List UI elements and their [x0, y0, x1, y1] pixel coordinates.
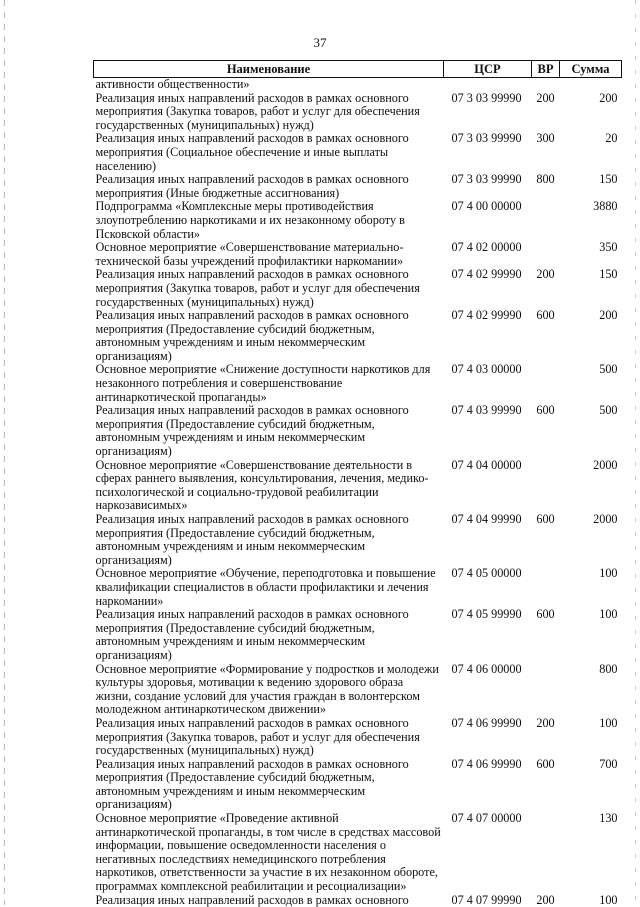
table-row [94, 459, 622, 513]
row-name-cell: Реализация иных направлений расходов в рамках основного мероприятия (Предоставление субсидий бюджетным, автономным учреждениям и иным некоммерческим организациям) [94, 608, 444, 662]
row-vr-cell [532, 363, 560, 404]
row-sum-cell: 150 [560, 173, 622, 200]
row-csr-cell: 07 4 04 99990 [444, 513, 532, 567]
table-row [94, 608, 622, 662]
row-sum-cell: 200 [560, 92, 622, 133]
row-sum-cell: 350 [560, 241, 622, 268]
row-name-cell: Реализация иных направлений расходов в рамках основного мероприятия (Закупка товаров, работ и услуг для обеспечения государственных (муниципальных) нужд) [94, 92, 444, 133]
row-vr-cell [532, 567, 560, 608]
table-row [94, 663, 622, 717]
row-vr-cell [532, 200, 560, 241]
row-name-cell: Реализация иных направлений расходов в рамках основного мероприятия (Предоставление субсидий бюджетным, автономным учреждениям и иным некоммерческим организациям) [94, 758, 444, 812]
row-vr-cell [532, 663, 560, 717]
table-row [94, 717, 622, 758]
row-name-cell: Реализация иных направлений расходов в рамках основного мероприятия (Предоставление субсидий бюджетным, автономным учреждениям и иным некоммерческим организациям) [94, 513, 444, 567]
row-name-cell: активности общественности» [94, 78, 444, 92]
table-row [94, 309, 622, 363]
row-csr-cell [444, 78, 532, 92]
row-vr-cell: 200 [532, 268, 560, 309]
row-name-cell: Подпрограмма «Комплексные меры противодействия злоупотреблению наркотиками и их незаконному обороту в Псковской области» [94, 200, 444, 241]
row-csr-cell: 07 4 06 99990 [444, 758, 532, 812]
row-csr-cell: 07 3 03 99990 [444, 92, 532, 133]
row-csr-cell: 07 4 02 99990 [444, 309, 532, 363]
row-name-cell: Основное мероприятие «Снижение доступности наркотиков для незаконного потребления и совершенствование антинаркотической пропаганды» [94, 363, 444, 404]
header-name: Наименование [94, 61, 444, 78]
row-csr-cell: 07 4 03 99990 [444, 404, 532, 458]
row-vr-cell: 300 [532, 132, 560, 173]
row-vr-cell: 200 [532, 92, 560, 133]
row-sum-cell [560, 78, 622, 92]
row-name-cell: Основное мероприятие «Проведение активной антинаркотической пропаганды, в том числе в средствах массовой информации, повышение осведомленности населения о негативных последствиях немедицинского потребления наркотиков, ответственности за участие в их незаконном обороте, программах комплексной реабилитации и ресоциализации» [94, 812, 444, 894]
scan-edge-right [635, 0, 636, 905]
row-sum-cell: 100 [560, 894, 622, 907]
row-csr-cell: 07 4 05 00000 [444, 567, 532, 608]
table-row [94, 567, 622, 608]
table-body [94, 78, 622, 907]
header-sum: Сумма [560, 61, 622, 78]
header-csr: ЦСР [444, 61, 532, 78]
table-row [94, 268, 622, 309]
row-csr-cell: 07 4 06 00000 [444, 663, 532, 717]
table-row [94, 812, 622, 894]
row-sum-cell: 100 [560, 717, 622, 758]
row-csr-cell: 07 4 07 99990 [444, 894, 532, 907]
row-name-cell: Реализация иных направлений расходов в рамках основного мероприятия (Социальное обеспечение и иные выплаты населению) [94, 132, 444, 173]
row-name-cell: Реализация иных направлений расходов в рамках основного мероприятия (Иные бюджетные ассигнования) [94, 173, 444, 200]
row-vr-cell: 200 [532, 717, 560, 758]
scan-edge-left [4, 0, 5, 905]
row-sum-cell: 800 [560, 663, 622, 717]
table-row [94, 404, 622, 458]
row-sum-cell: 200 [560, 309, 622, 363]
row-sum-cell: 100 [560, 567, 622, 608]
row-name-cell: Основное мероприятие «Формирование у подростков и молодежи культуры здоровья, мотивации к ведению здорового образа жизни, создание условий для участия граждан в волонтерском молодежном антинаркотическом движении» [94, 663, 444, 717]
row-sum-cell: 700 [560, 758, 622, 812]
table-row [94, 513, 622, 567]
row-vr-cell [532, 78, 560, 92]
table-header-row [94, 61, 622, 78]
row-name-cell: Реализация иных направлений расходов в рамках основного мероприятия (Закупка товаров, работ и услуг для обеспечения государственных (муниципальных) нужд) [94, 717, 444, 758]
table-row [94, 200, 622, 241]
row-name-cell: Реализация иных направлений расходов в рамках основного мероприятия (Закупка товаров, работ и услуг для обеспечения государственных (муниципальных) нужд) [94, 268, 444, 309]
row-vr-cell: 200 [532, 894, 560, 907]
table-row [94, 78, 622, 92]
row-name-cell: Реализация иных направлений расходов в рамках основного мероприятия (Предоставление субсидий бюджетным, автономным учреждениям и иным некоммерческим организациям) [94, 404, 444, 458]
row-csr-cell: 07 4 05 99990 [444, 608, 532, 662]
row-csr-cell: 07 3 03 99990 [444, 132, 532, 173]
budget-table [93, 60, 622, 907]
row-sum-cell: 2000 [560, 459, 622, 513]
row-sum-cell: 100 [560, 608, 622, 662]
row-sum-cell: 2000 [560, 513, 622, 567]
row-name-cell: Реализация иных направлений расходов в рамках основного [94, 894, 444, 907]
row-csr-cell: 07 4 04 00000 [444, 459, 532, 513]
row-sum-cell: 500 [560, 363, 622, 404]
row-vr-cell: 600 [532, 608, 560, 662]
page-number: 37 [0, 35, 640, 51]
row-csr-cell: 07 4 02 99990 [444, 268, 532, 309]
row-name-cell: Основное мероприятие «Обучение, переподготовка и повышение квалификации специалистов в области профилактики и лечения наркомании» [94, 567, 444, 608]
row-vr-cell: 600 [532, 758, 560, 812]
row-csr-cell: 07 4 07 00000 [444, 812, 532, 894]
row-sum-cell: 20 [560, 132, 622, 173]
table-row [94, 92, 622, 133]
row-csr-cell: 07 4 03 00000 [444, 363, 532, 404]
row-sum-cell: 150 [560, 268, 622, 309]
row-vr-cell [532, 241, 560, 268]
table-row [94, 132, 622, 173]
row-csr-cell: 07 4 02 00000 [444, 241, 532, 268]
row-sum-cell: 3880 [560, 200, 622, 241]
row-csr-cell: 07 3 03 99990 [444, 173, 532, 200]
table-row [94, 758, 622, 812]
row-sum-cell: 500 [560, 404, 622, 458]
row-csr-cell: 07 4 00 00000 [444, 200, 532, 241]
row-vr-cell: 800 [532, 173, 560, 200]
row-sum-cell: 130 [560, 812, 622, 894]
row-vr-cell [532, 459, 560, 513]
row-vr-cell: 600 [532, 309, 560, 363]
row-vr-cell [532, 812, 560, 894]
table-row [94, 363, 622, 404]
row-csr-cell: 07 4 06 99990 [444, 717, 532, 758]
row-name-cell: Основное мероприятие «Совершенствование деятельности в сферах раннего выявления, консультирования, лечения, медико-психологической и социально-трудовой реабилитации наркозависимых» [94, 459, 444, 513]
table-row [94, 173, 622, 200]
table-row [94, 241, 622, 268]
row-vr-cell: 600 [532, 404, 560, 458]
row-vr-cell: 600 [532, 513, 560, 567]
row-name-cell: Реализация иных направлений расходов в рамках основного мероприятия (Предоставление субсидий бюджетным, автономным учреждениям и иным некоммерческим организациям) [94, 309, 444, 363]
row-name-cell: Основное мероприятие «Совершенствование материально-технической базы учреждений профилактики наркомании» [94, 241, 444, 268]
header-vr: ВР [532, 61, 560, 78]
